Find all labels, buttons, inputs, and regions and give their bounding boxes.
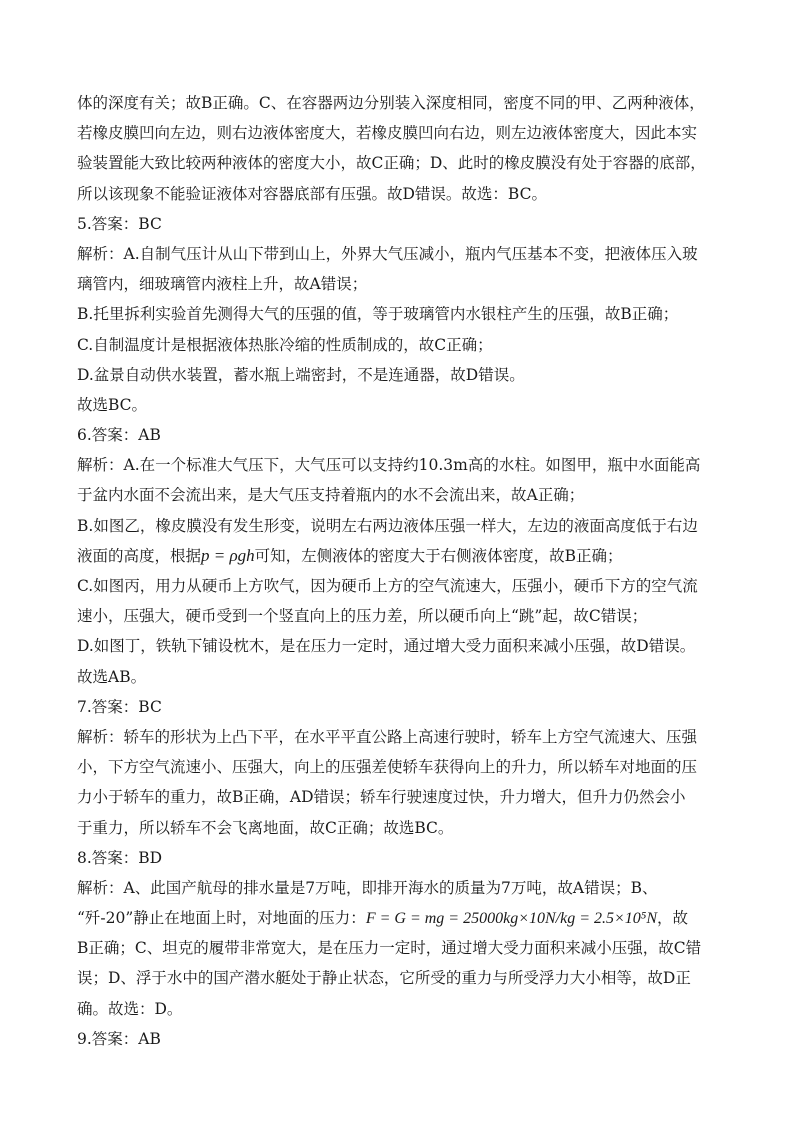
text-line: 速小，压强大，硬币受到一个竖直向上的压力差，所以硬币向上“跳”起，故C错误；	[77, 607, 648, 626]
answer-heading-8: 8.答案：BD	[77, 848, 163, 867]
text-line: 于重力，所以轿车不会飞离地面，故C正确；故选BC。	[77, 818, 454, 837]
pressure-formula: p = ρgh	[201, 545, 255, 565]
text-line: C.自制温度计是根据液体热胀冷缩的性质制成的，故C正确；	[77, 335, 493, 354]
document-body	[77, 88, 725, 1054]
text-line: 解析：A.自制气压计从山下带到山上，外界大气压减小，瓶内气压基本不变，把液体压入玻	[77, 244, 698, 263]
text-line: 所以该现象不能验证液体对容器底部有压强。故D错误。故选：BC。	[77, 184, 547, 203]
text-line: 解析：轿车的形状为上凸下平，在水平平直公路上高速行驶时，轿车上方空气流速大、压强	[77, 727, 698, 746]
text-line: 故选AB。	[77, 667, 147, 686]
text-line: 小，下方空气流速小、压强大，向上的压强差使轿车获得向上的升力，所以轿车对地面的压	[77, 758, 698, 777]
formula-line	[77, 541, 725, 571]
answer-heading-6: 6.答案：AB	[77, 426, 161, 445]
text-line: B.托里拆利实验首先测得大气的压强的值，等于玻璃管内水银柱产生的压强，故B正确；	[77, 305, 679, 324]
text-line: C.如图丙，用力从硬币上方吹气，因为硬币上方的空气流速大，压强小，硬币下方的空气流	[77, 577, 698, 595]
answer-heading-7: 7.答案：BC	[77, 697, 162, 716]
text-line: 若橡皮膜凹向左边，则右边液体密度大，若橡皮膜凹向右边，则左边液体密度大，因此本实	[77, 124, 698, 143]
text-line: 体的深度有关；故B正确。C、在容器两边分别装入深度相同，密度不同的甲、乙两种液体，	[77, 94, 705, 112]
text-line: D.如图丁，铁轨下铺设枕木，是在压力一定时，通过增大受力面积来减小压强，故D错误。	[77, 637, 696, 656]
text-segment: 可知，左侧液体的密度大于右侧液体密度，故B正确；	[254, 546, 623, 565]
text-line: 验装置能大致比较两种液体的密度大小，故C正确；D、此时的橡皮膜没有处于容器的底部，	[77, 154, 706, 173]
text-line: B正确；C、坦克的履带非常宽大，是在压力一定时，通过增大受力面积来减小压强，故C错	[77, 939, 702, 958]
text-line: 解析：A.在一个标准大气压下，大气压可以支持约10.3m高的水柱。如图甲，瓶中水面能高	[77, 456, 701, 475]
text-line: 解析：A、此国产航母的排水量是7万吨，即排开海水的质量为7万吨，故A错误；B、	[77, 878, 658, 897]
answer-heading-9: 9.答案：AB	[77, 1029, 161, 1048]
text-segment: ，故	[657, 909, 689, 928]
text-line: 璃管内，细玻璃管内液柱上升，故A错误；	[77, 275, 368, 294]
text-line: 于盆内水面不会流出来，是大气压支持着瓶内的水不会流出来，故A正确；	[77, 486, 585, 505]
text-line: 确。故选：D。	[77, 999, 183, 1018]
text-line: 力小于轿车的重力，故B正确，AD错误；轿车行驶速度过快，升力增大，但升力仍然会小	[77, 788, 686, 807]
force-formula: F = G = mg = 25000kg×10N/kg = 2.5×10⁵N	[365, 910, 658, 928]
text-line: 故选BC。	[77, 395, 148, 414]
text-line: D.盆景自动供水装置，蓄水瓶上端密封，不是连通器，故D错误。	[77, 365, 525, 384]
formula-line	[77, 903, 725, 933]
text-line: B.如图乙，橡皮膜没有发生形变，说明左右两边液体压强一样大，左边的液面高度低于右边	[77, 516, 698, 535]
text-segment: “歼-20”静止在地面上时，对地面的压力：	[77, 909, 366, 928]
answer-heading-5: 5.答案：BC	[77, 214, 162, 233]
text-segment: 液面的高度，根据	[77, 546, 202, 565]
text-line: 误；D、浮于水中的国产潜水艇处于静止状态，它所受的重力与所受浮力大小相等，故D正	[77, 969, 691, 988]
